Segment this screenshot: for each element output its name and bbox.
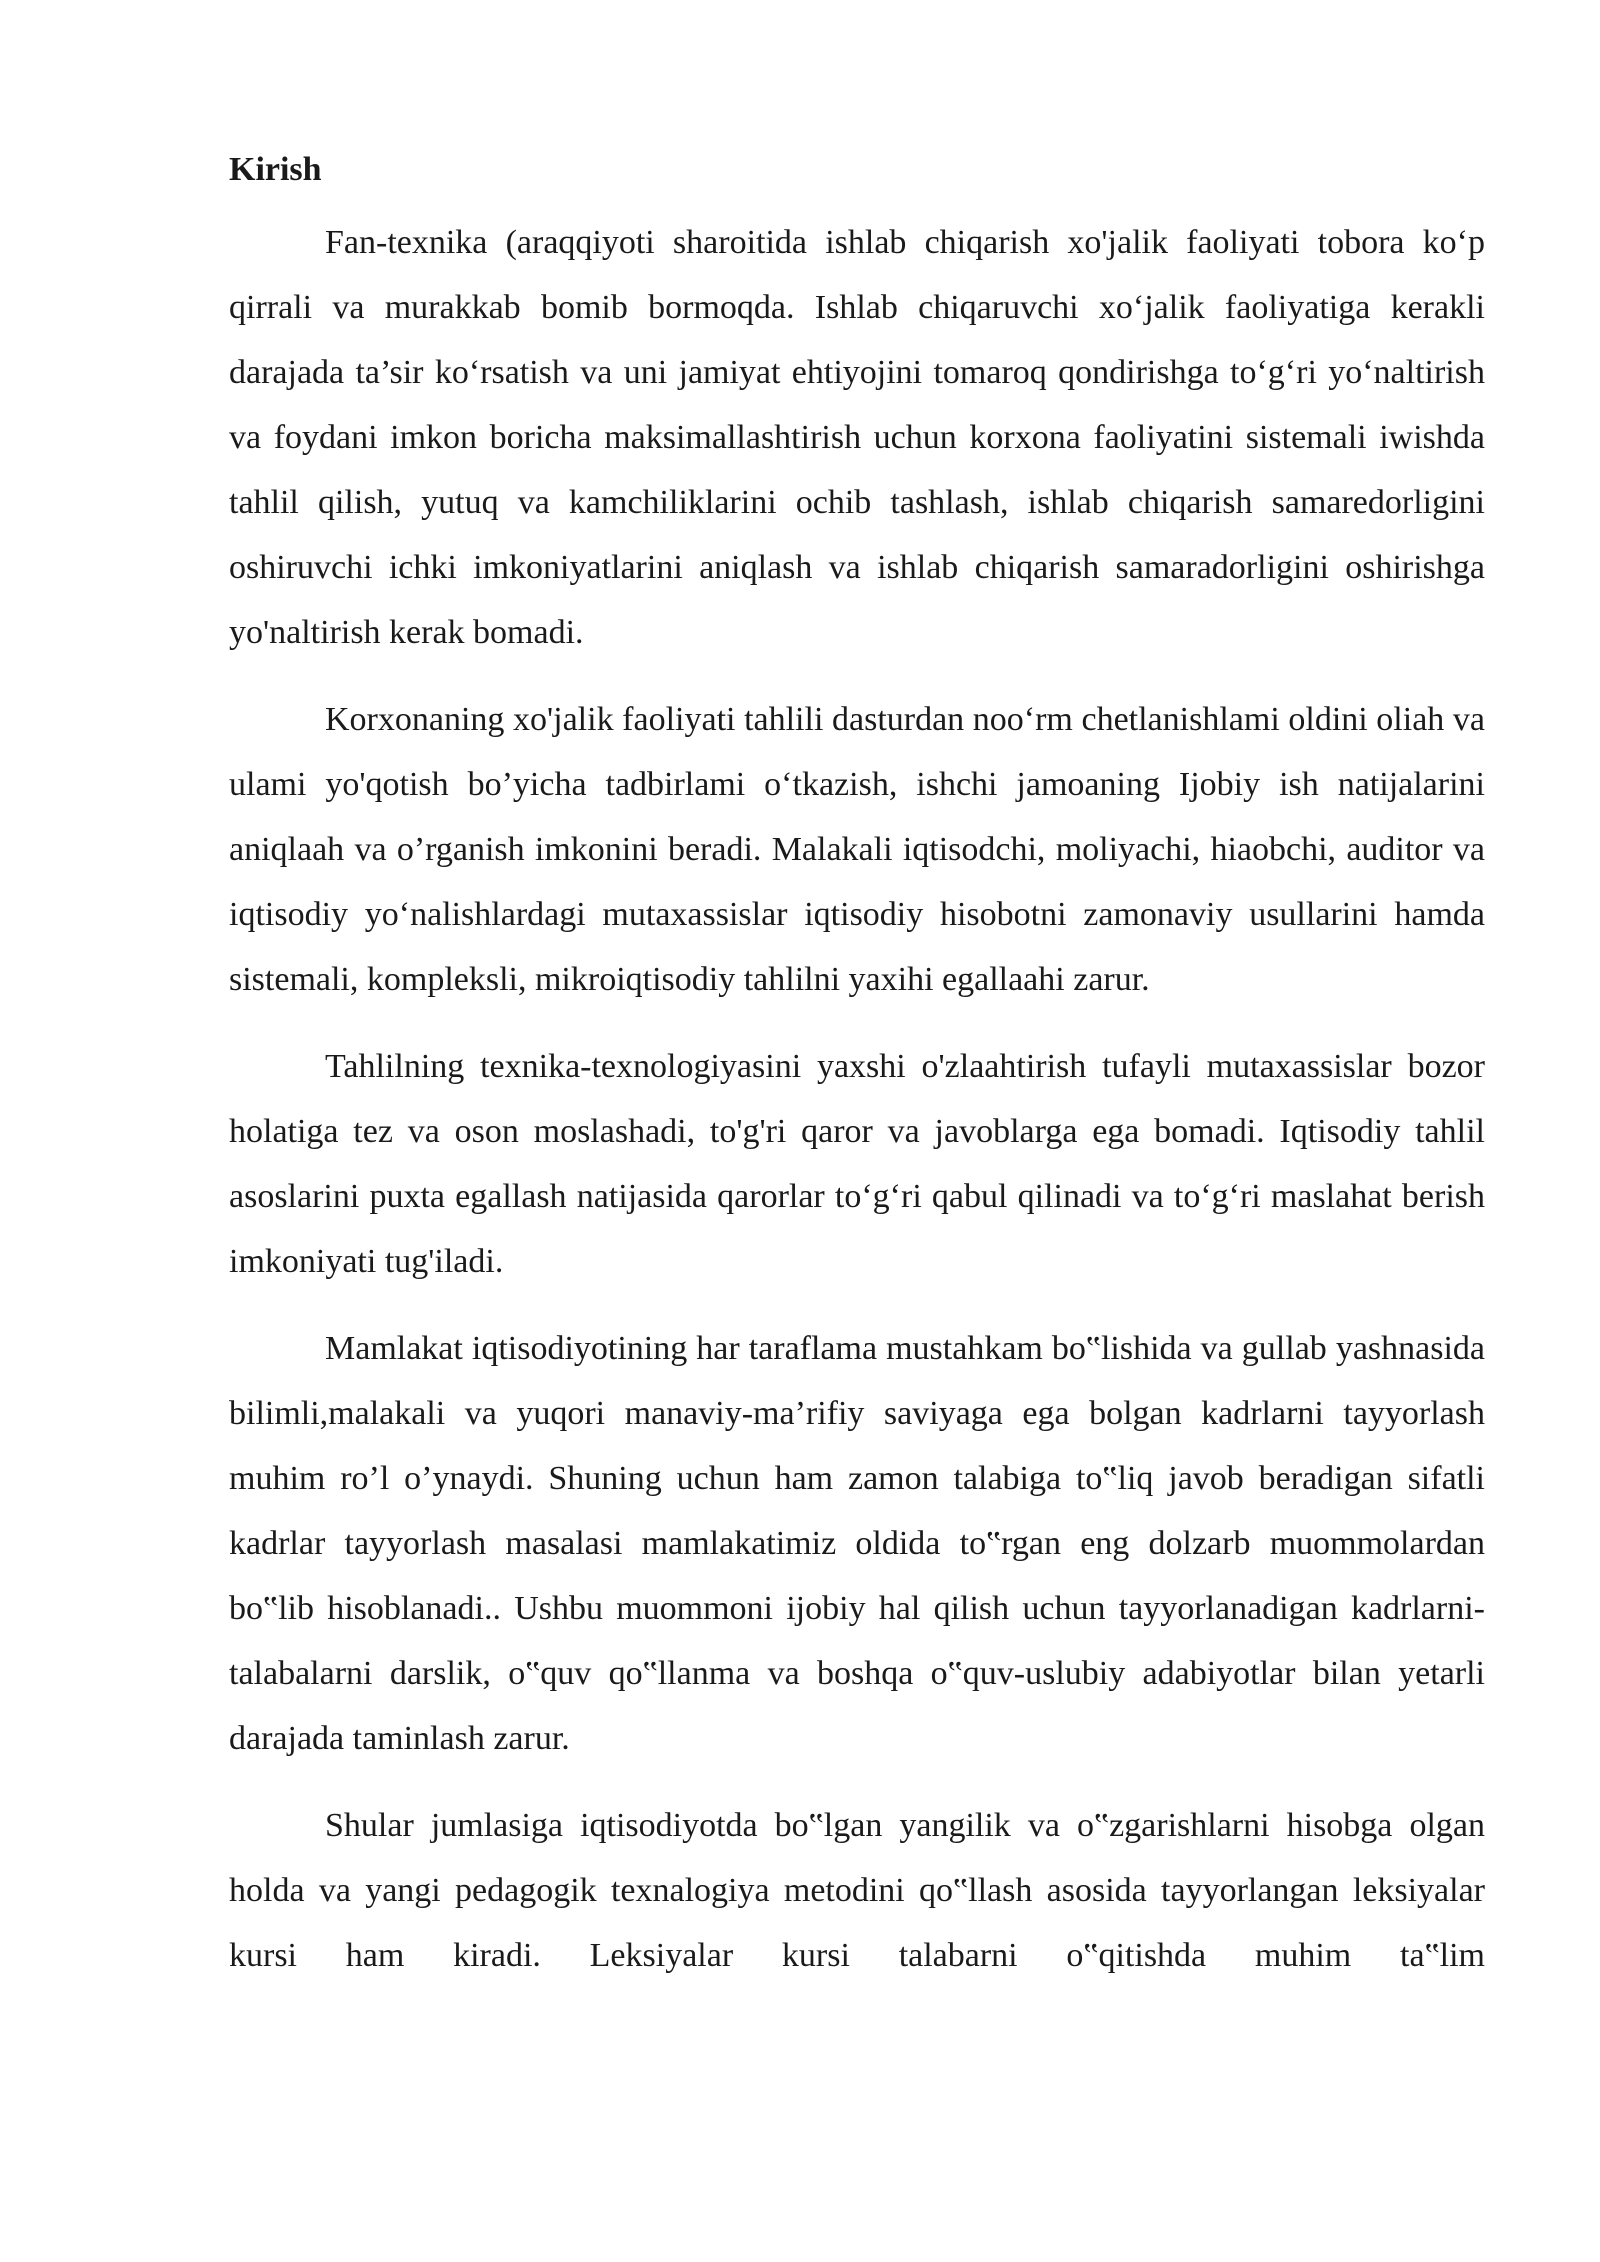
paragraph-5: Shular jumlasiga iqtisodiyotda bo‟lgan yangilik va o‟zgarishlarni hisobga olgan holda va yangi pedagogik texnalogiya metodini qo‟llash asosida tayyorlangan leksiyalar kursi ham kiradi. Leksiyalar kursi talabarni o‟qitishda muhim ta‟lim <box>229 1807 1485 1974</box>
paragraph-3: Tahlilning texnika-texnologiyasini yaxshi o'zlaahtirish tufayli mutaxassislar bozor holatiga tez va oson moslashadi, to'g'ri qaror va javoblarga ega bomadi. Iqtisodiy tahlil asoslarini puxta egallash natijasida qarorlar to‘g‘ri qabul qilinadi va to‘g‘ri maslahat berish imkoniyati tug'iladi. <box>229 1048 1485 1280</box>
paragraph-4: Mamlakat iqtisodiyotining har taraflama mustahkam bo‟lishida va gullab yashnasida bilimli,malakali va yuqori manaviy-ma’rifiy saviyaga ega bolgan kadrlarni tayyorlash muhim ro’l o’ynaydi. Shuning uchun ham zamon talabiga to‟liq javob beradigan sifatli kadrlar tayyorlash masalasi mamlakatimiz oldida to‟rgan eng dolzarb muommolardan bo‟lib hisoblanadi.. Ushbu muommoni ijobiy hal qilish uchun tayyorlanadigan kadrlarni-talabalarni darslik, o‟quv qo‟llanma va boshqa o‟quv-uslubiy adabiyotlar bilan yetarli darajada taminlash zarur. <box>229 1330 1485 1757</box>
section-heading: Kirish <box>229 151 322 188</box>
paragraph-1: Fan-texnika (araqqiyoti sharoitida ishlab chiqarish xo'jalik faoliyati tobora ko‘p qirrali va murakkab bomib bormoqda. Ishlab chiqaruvchi xo‘jalik faoliyatiga kerakli darajada ta’sir ko‘rsatish va uni jamiyat ehtiyojini tomaroq qondirishga to‘g‘ri yo‘naltirish va foydani imkon boricha maksimallashtirish uchun korxona faoliyatini sistemali iwishda tahlil qilish, yutuq va kamchiliklarini ochib tashlash, ishlab chiqarish samaredorligini oshiruvchi ichki imkoniyatlarini aniqlash va ishlab chiqarish samaradorligini oshirishga yo'naltirish kerak bomadi. <box>229 224 1485 651</box>
paragraph-2: Korxonaning xo'jalik faoliyati tahlili dasturdan noo‘rm chetlanishlami oldini oliah va ulami yo'qotish bo’yicha tadbirlami o‘tkazish, ishchi jamoaning Ijobiy ish natijalarini aniqlaah va o’rganish imkonini beradi. Malakali iqtisodchi, moliyachi, hiaobchi, auditor va iqtisodiy yo‘nalishlardagi mutaxassislar iqtisodiy hisobotni zamonaviy usullarini hamda sistemali, kompleksli, mikroiqtisodiy tahlilni yaxihi egallaahi zarur. <box>229 701 1485 998</box>
document-body <box>229 148 1485 1988</box>
